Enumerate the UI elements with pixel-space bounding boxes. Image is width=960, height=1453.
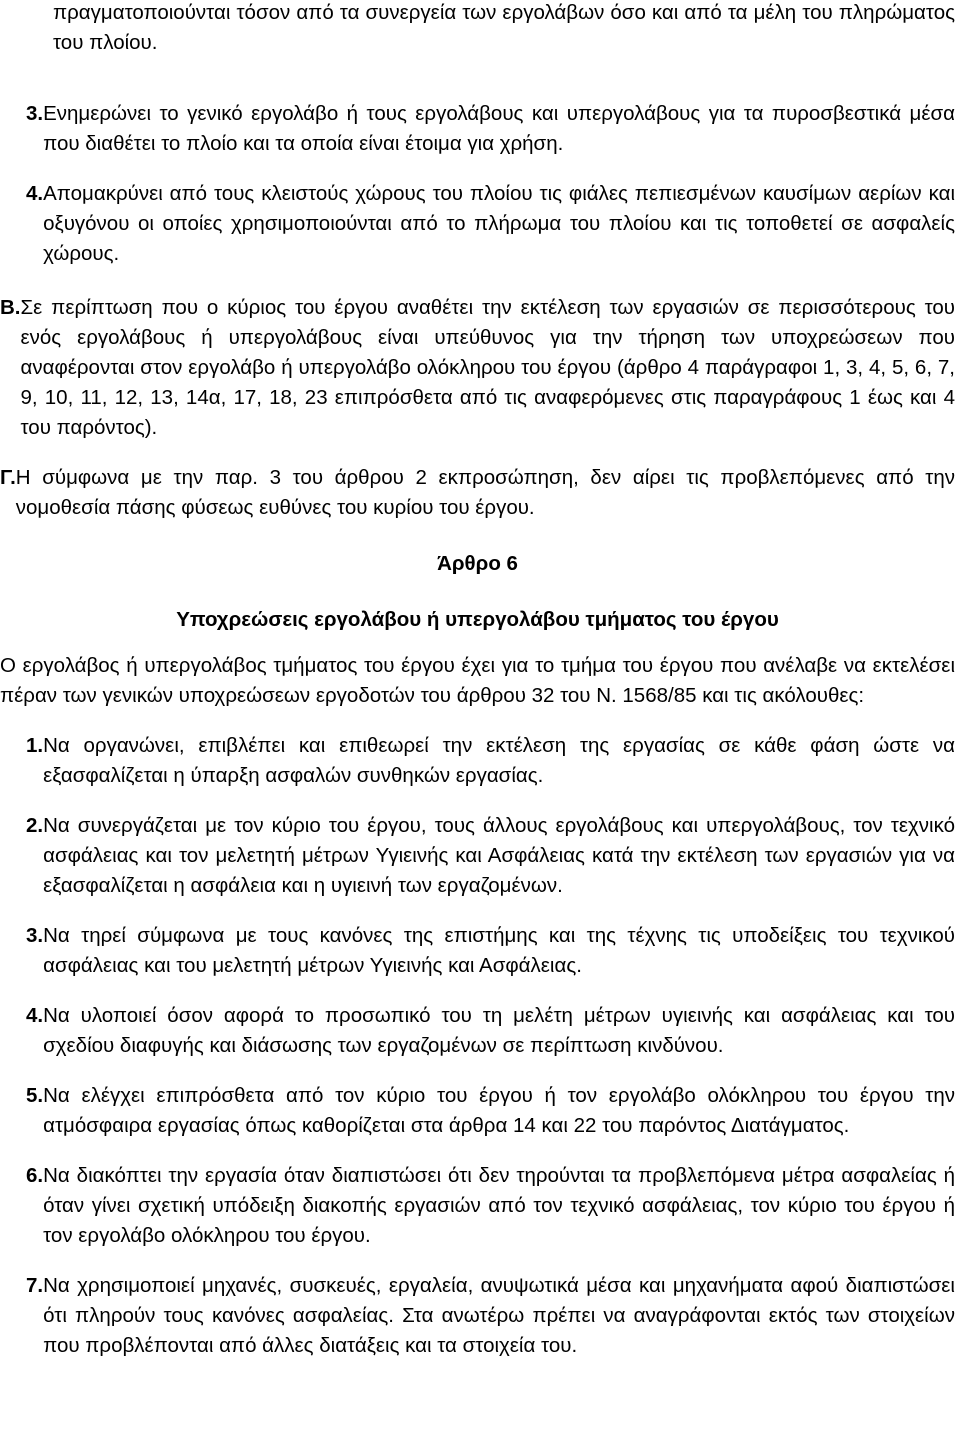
item-text: Να υλοποιεί όσον αφορά το προσωπικό του τη μελέτη μέτρων υγιεινής και ασφάλειας και του σχεδίου διαφυγής και διάσωσης των εργαζομένων σε περίπτωση κινδύνου. <box>43 1003 955 1057</box>
item-number: 1. <box>26 733 44 757</box>
item-number: 5. <box>26 1083 44 1107</box>
section-b <box>0 293 955 443</box>
article-subtitle: Υποχρεώσεις εργολάβου ή υπεργολάβου τμήματος του έργου <box>176 607 779 631</box>
section-c-text: Η σύμφωνα με την παρ. 3 του άρθρου 2 εκπροσώπηση, δεν αίρει τις προβλεπόμενες από την νομοθεσία πάσης φύσεως ευθύνες του κυρίου του έργου. <box>15 465 955 519</box>
list-item-a3 <box>26 99 955 159</box>
article-item-3 <box>26 921 955 981</box>
item-number: 2. <box>26 813 44 837</box>
item-text: Να συνεργάζεται με τον κύριο του έργου, τους άλλους εργολάβους και υπεργολάβους, τον τεχνικό ασφάλειας και τον μελετητή μέτρων Υγιεινής και Ασφάλειας κατά την εκτέλεση των εργασιών για να εξασφαλίζεται η ασφάλεια και η υγιεινή των εργαζομένων. <box>43 813 955 897</box>
item-text: Απομακρύνει από τους κλειστούς χώρους του πλοίου τις φιάλες πεπιεσμένων καυσίμων αερίων και οξυγόνου οι οποίες χρησιμοποιούνται από το πλήρωμα του πλοίου και τις τοποθετεί σε ασφαλείς χώρους. <box>43 181 955 265</box>
item-text: Να οργανώνει, επιβλέπει και επιθεωρεί την εκτέλεση της εργασίας σε κάθε φάση ώστε να εξασφαλίζεται η ύπαρξη ασφαλών συνθηκών εργασίας. <box>43 733 955 787</box>
list-item-a4 <box>26 179 955 269</box>
item-number: 4. <box>26 181 44 205</box>
item-text: Να τηρεί σύμφωνα με τους κανόνες της επιστήμης και της τέχνης τις υποδείξεις του τεχνικού ασφάλειας και του μελετητή μέτρων Υγιεινής και Ασφάλειας. <box>43 923 955 977</box>
article-item-7 <box>26 1271 955 1361</box>
item-text: Να διακόπτει την εργασία όταν διαπιστώσει ότι δεν τηρούνται τα προβλεπόμενα μέτρα ασφαλείας ή όταν γίνει σχετική υπόδειξη διακοπής εργασιών από τον τεχνικό ασφάλειας, τον κύριο του έργου ή τον εργολάβο ολόκληρου του έργου. <box>43 1163 955 1247</box>
item-number: 3. <box>26 101 44 125</box>
article-item-1 <box>26 731 955 791</box>
article-item-5 <box>26 1081 955 1141</box>
item-text: Να ελέγχει επιπρόσθετα από τον κύριο του έργου ή τον εργολάβο ολόκληρου του έργου την ατμόσφαιρα εργασίας όπως καθορίζεται στα άρθρα 14 και 22 του παρόντος Διατάγματος. <box>43 1083 955 1137</box>
section-b-label: Β. <box>0 295 21 319</box>
article-item-2 <box>26 811 955 901</box>
article-title: Άρθρο 6 <box>437 551 518 575</box>
item-number: 4. <box>26 1003 44 1027</box>
item-number: 6. <box>26 1163 44 1187</box>
item-number: 3. <box>26 923 44 947</box>
section-c-label: Γ. <box>0 465 16 489</box>
item-text: Ενημερώνει το γενικό εργολάβο ή τους εργολάβους και υπεργολάβους για τα πυροσβεστικά μέσα που διαθέτει το πλοίο και τα οποία είναι έτοιμα για χρήση. <box>43 101 955 155</box>
section-b-text: Σε περίπτωση που ο κύριος του έργου αναθέτει την εκτέλεση των εργασιών σε περισσότερους του ενός εργολάβους ή υπεργολάβους είναι υπεύθυνος για την τήρηση των υποχρεώσεων που αναφέρονται στον εργολάβο ή υπεργολάβο ολόκληρου του έργου (άρθρο 4 παράγραφοι 1, 3, 4, 5, 6, 7, 9, 10, 11, 12, 13, 14α, 17, 18, 23 επιπρόσθετα από τις αναφερόμενες στις παραγράφους 1 έως και 4 του παρόντος). <box>20 295 955 439</box>
article-item-4 <box>26 1001 955 1061</box>
item-text: Να χρησιμοποιεί μηχανές, συσκευές, εργαλεία, ανυψωτικά μέσα και μηχανήματα αφού διαπιστώσει ότι πληρούν τους κανόνες ασφαλείας. Στα ανωτέρω πρέπει να αναγράφονται εκτός των στοιχείων που προβλέπονται από άλλες διατάξεις και τα στοιχεία του. <box>43 1273 955 1357</box>
section-c <box>0 463 955 523</box>
article-intro: Ο εργολάβος ή υπεργολάβος τμήματος του έργου έχει για το τμήμα του έργου που ανέλαβε να εκτελέσει πέραν των γενικών υποχρεώσεων εργοδοτών του άρθρου 32 του Ν. 1568/85 και τις ακόλουθες: <box>0 653 955 707</box>
item-number: 7. <box>26 1273 44 1297</box>
continuation-paragraph: πραγματοποιούνται τόσον από τα συνεργεία των εργολάβων όσο και από τα μέλη του πληρώματος του πλοίου. <box>53 1 955 54</box>
article-item-6 <box>26 1161 955 1251</box>
